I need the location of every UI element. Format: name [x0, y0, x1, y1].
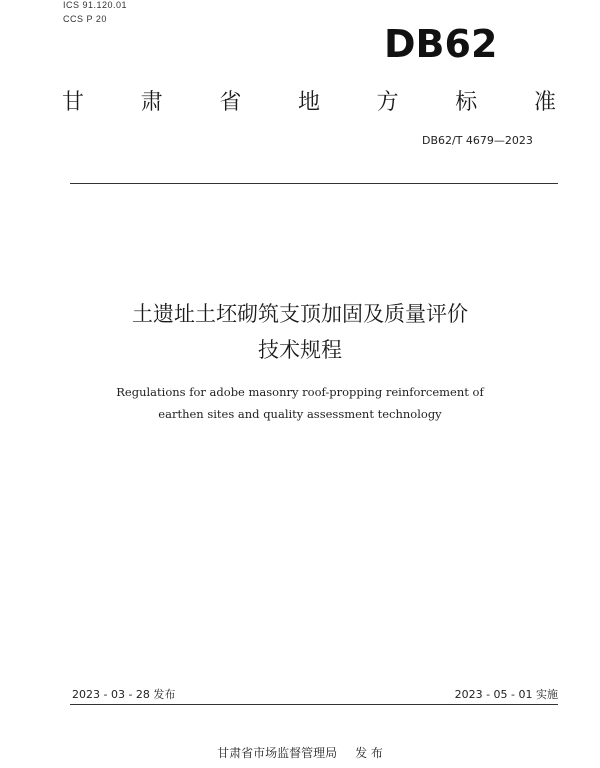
footer-divider [70, 704, 558, 705]
standard-type-char: 肃 [140, 90, 163, 115]
ics-code: ICS 91.120.01 [63, 0, 128, 10]
db-logo: DB62 [384, 22, 498, 66]
ccs-code: CCS P 20 [63, 14, 107, 24]
standard-type-heading [62, 85, 556, 116]
header-divider [70, 183, 558, 184]
english-title-line-2: earthen sites and quality assessment technology [158, 407, 442, 421]
standard-type-char: 标 [455, 90, 478, 115]
issue-word: 发 布 [355, 746, 383, 760]
chinese-title-line-2: 技术规程 [258, 338, 342, 362]
publish-date: 2023 - 03 - 28 发布 [72, 688, 176, 701]
english-title [0, 381, 600, 425]
standard-type-char: 甘 [62, 90, 85, 115]
standard-type-char: 省 [219, 90, 242, 115]
standard-type-char: 方 [376, 90, 399, 115]
chinese-title [0, 296, 600, 368]
standard-number: DB62/T 4679—2023 [422, 134, 533, 147]
english-title-line-1: Regulations for adobe masonry roof-propping reinforcement of [116, 385, 484, 399]
standard-type-char: 地 [297, 90, 320, 115]
implement-date: 2023 - 05 - 01 实施 [454, 688, 558, 701]
standard-type-char: 准 [533, 90, 556, 115]
issuer-name: 甘肃省市场监督管理局 [217, 746, 338, 760]
chinese-title-line-1: 土遗址土坯砌筑支顶加固及质量评价 [132, 302, 468, 326]
issuer-line [0, 744, 600, 761]
